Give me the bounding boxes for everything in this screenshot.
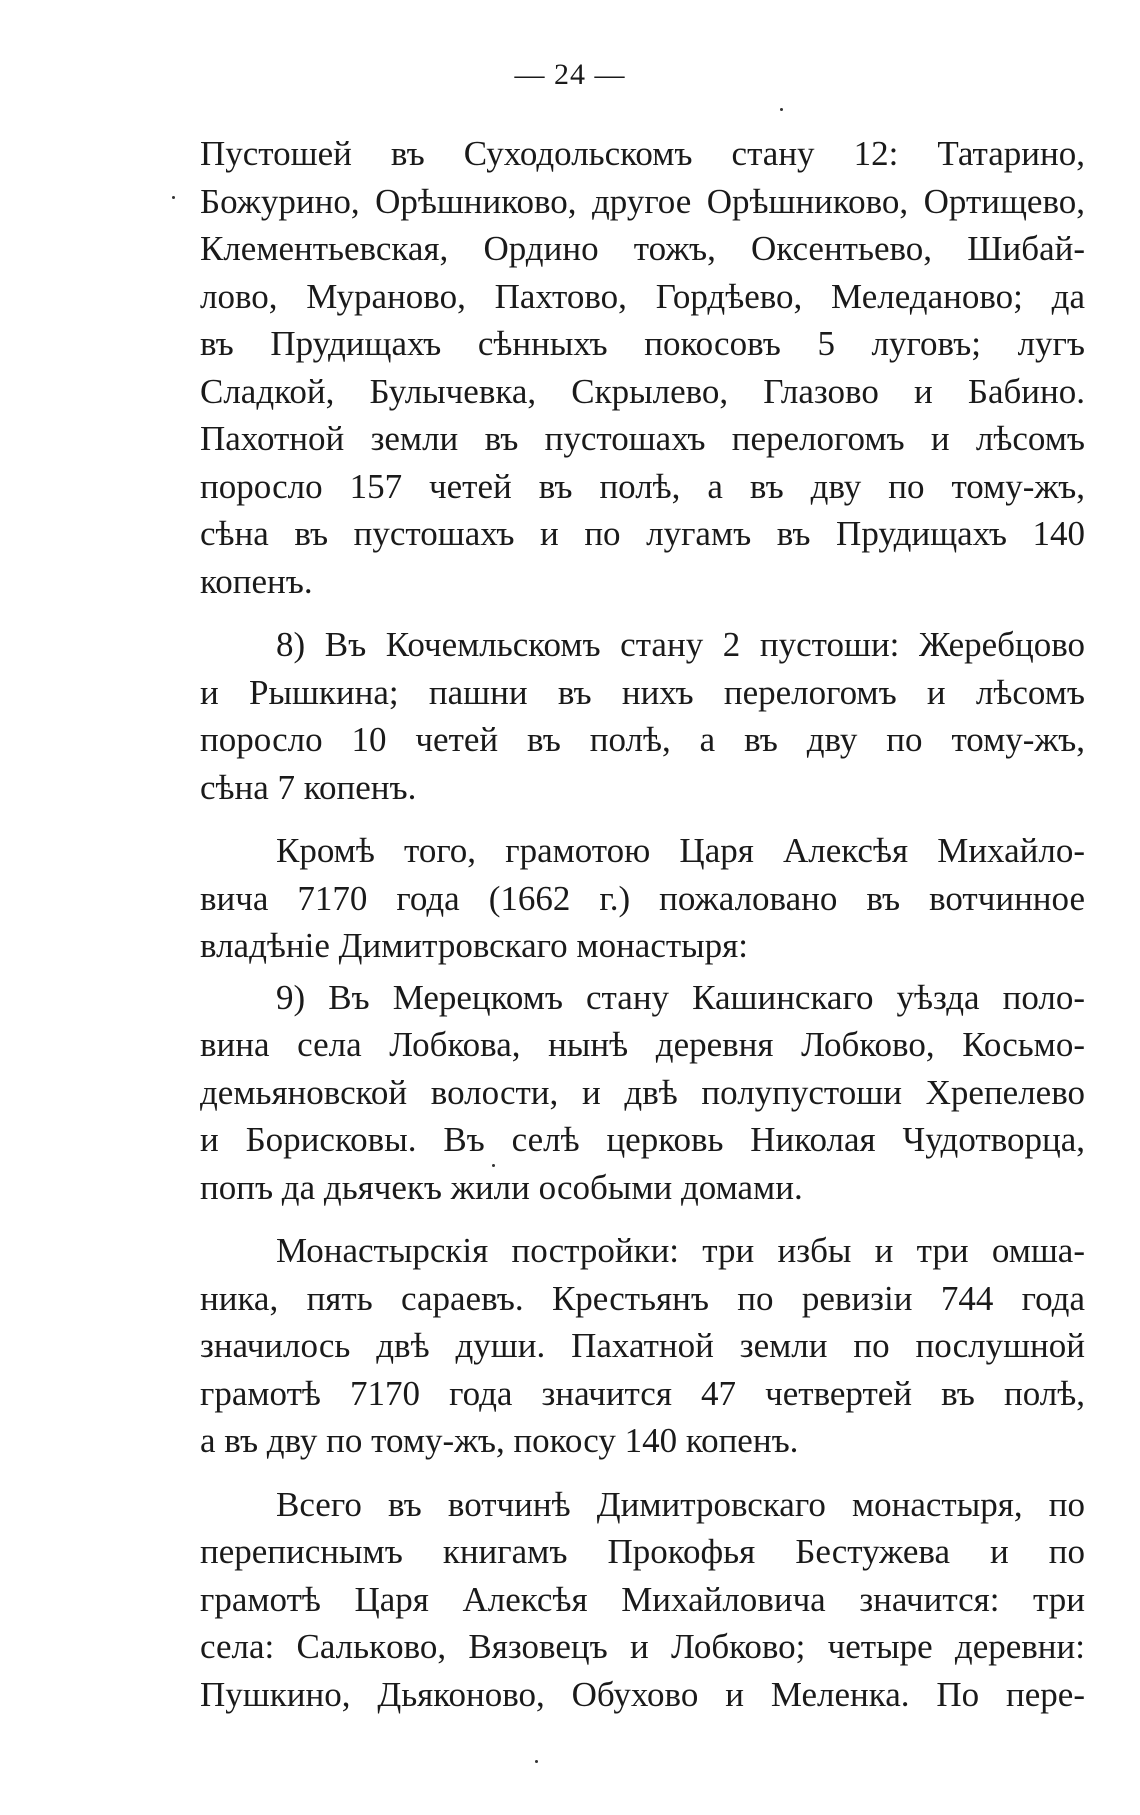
page-number: — 24 — [514, 58, 626, 91]
text-line: 8) Въ Кочемльскомъ стану 2 пустоши: Жеребцово [276, 625, 1085, 664]
text-line: копенъ. [200, 561, 313, 601]
text-line: ника, пять сараевъ. Крестьянъ по ревизіи 744 года [200, 1278, 1085, 1318]
text-line: грамотѣ 7170 года значится 47 четвертей въ полѣ, [200, 1373, 1085, 1413]
text-line: Сладкой, Булычевка, Скрылево, Глазово и Бабино. [200, 371, 1085, 411]
text-line: поросло 157 четей въ полѣ, а въ дву по тому-жъ, [200, 466, 1085, 506]
text-line: сѣна въ пустошахъ и по лугамъ въ Прудищахъ 140 [200, 514, 1085, 553]
text-line: Всего въ вотчинѣ Димитровскаго монастыря, по [276, 1484, 1085, 1524]
text-line: въ Прудищахъ сѣнныхъ покосовъ 5 луговъ; лугъ [200, 324, 1085, 363]
text-line: вича 7170 года (1662 г.) пожаловано въ вотчинное [200, 878, 1085, 918]
text-line: значилось двѣ души. Пахатной земли по послушной [200, 1326, 1085, 1365]
text-line: вина села Лобкова, нынѣ деревня Лобково, Косьмо- [200, 1025, 1085, 1064]
text-line: и Борисковы. Въ селѣ церковь Николая Чудотворца, [200, 1120, 1085, 1159]
print-speck [492, 1164, 495, 1167]
text-line: переписнымъ книгамъ Прокофья Бестужева и по [200, 1532, 1085, 1571]
print-speck [172, 196, 175, 199]
paragraph-item-9 [200, 974, 1085, 1212]
print-speck [535, 1760, 538, 1763]
text-line: грамотѣ Царя Алексѣя Михайловича значится: три [200, 1579, 1085, 1619]
paragraph-buildings [200, 1227, 1085, 1465]
text-line: Пушкино, Дьяконово, Обухово и Меленка. По пере- [200, 1674, 1085, 1714]
text-line: и Рышкина; пашни въ нихъ перелогомъ и лѣсомъ [200, 672, 1085, 712]
text-line: Кромѣ того, грамотою Царя Алексѣя Михайло- [276, 831, 1085, 870]
text-line: Божурино, Орѣшниково, другое Орѣшниково, Ортищево, [200, 181, 1085, 221]
paragraph-grant [200, 827, 1085, 970]
text-line: попъ да дьячекъ жили особыми домами. [200, 1167, 803, 1207]
print-speck [780, 108, 783, 111]
text-line: Пахотной земли въ пустошахъ перелогомъ и лѣсомъ [200, 419, 1085, 458]
paragraph-total [200, 1481, 1085, 1719]
text-line: поросло 10 четей въ полѣ, а въ дву по тому-жъ, [200, 720, 1085, 759]
body-text [200, 130, 1085, 1718]
text-line: Клементьевская, Ордино тожъ, Оксентьево, Шибай- [200, 229, 1085, 268]
text-line: а въ дву по тому-жъ, покосу 140 копенъ. [200, 1421, 799, 1460]
paragraph-item-8 [200, 621, 1085, 811]
text-line: демьяновской волости, и двѣ полупустоши Хрепелево [200, 1072, 1085, 1112]
text-line: Пустошей въ Суходольскомъ стану 12: Татарино, [200, 134, 1085, 173]
text-line: владѣніе Димитровскаго монастыря: [200, 926, 749, 965]
text-line: 9) Въ Мерецкомъ стану Кашинскаго уѣзда поло- [276, 977, 1085, 1017]
text-line: сѣна 7 копенъ. [200, 767, 417, 807]
text-line: Монастырскія постройки: три избы и три омша- [276, 1231, 1085, 1270]
paragraph-wastelands [200, 130, 1085, 605]
text-line: села: Салькoво, Вязовецъ и Лобково; четыре деревни: [200, 1627, 1085, 1666]
text-line: лово, Мураново, Пахтово, Гордѣево, Меледаново; да [200, 276, 1085, 316]
